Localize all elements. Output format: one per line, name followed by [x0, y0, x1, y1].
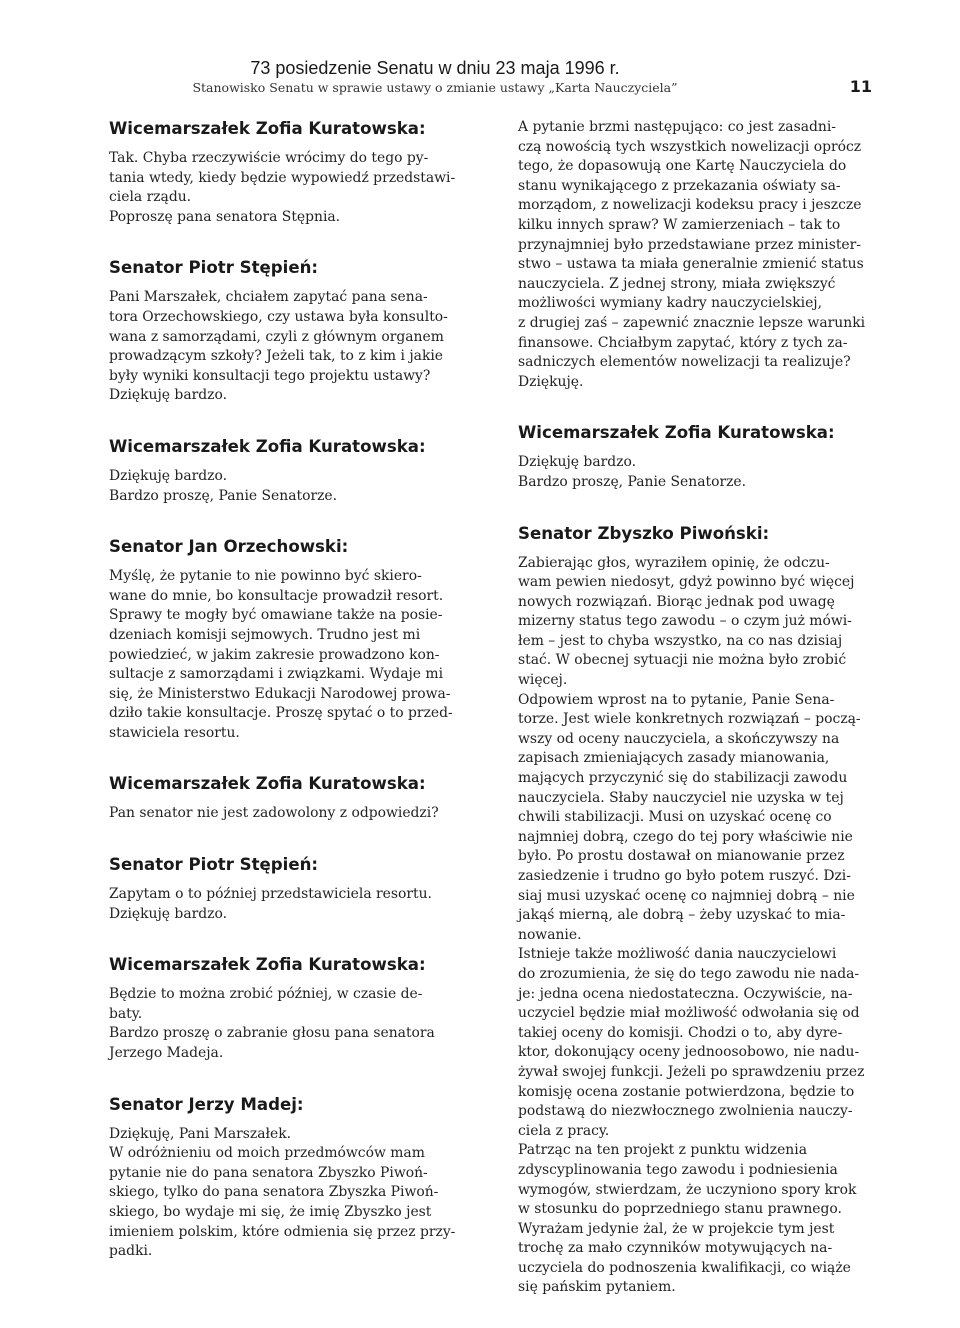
speaker-name: Senator Piotr Stępień:	[109, 258, 319, 278]
speaker-name: Wicemarszałek Zofia Kuratowska:	[109, 955, 426, 975]
speech-block	[109, 773, 461, 824]
page-title: 73 posiedzenie Senatu w dniu 23 maja 1996 r.	[250, 58, 620, 78]
speaker-name: Senator Piotr Stępień:	[109, 855, 319, 875]
speech-block	[518, 523, 870, 1299]
speech-block	[109, 118, 461, 227]
speaker-name: Wicemarszałek Zofia Kuratowska:	[518, 423, 835, 443]
speech-paragraph: Poproszę pana senatora Stępnia.	[109, 208, 341, 225]
speech-block	[109, 854, 461, 924]
speech-block	[518, 422, 870, 492]
speech-paragraph: Zapytam o to później przedstawiciela resortu. Dziękuję bardzo.	[109, 886, 432, 922]
speech-paragraph: Dziękuję, Pani Marszałek.	[109, 1125, 292, 1142]
speech-paragraph: Patrząc na ten projekt z punktu widzenia zdyscyplinowania tego zawodu i podniesienia wymogów, stwierdzam, że uczyniono spory krok w stosunku do poprzedniego stanu prawnego. Wyrażam jedynie żal, że w projekcie tym jest trochę za mało czynników motywujących na- uczyciela do podnoszenia kwalifikacji, co wiąże się pańskim pytaniem.	[518, 1142, 857, 1296]
speaker-name: Senator Zbyszko Piwoński:	[518, 523, 770, 543]
page-header	[0, 58, 960, 98]
speech-paragraph: Zabierając głos, wyraziłem opinię, że odczu- wam pewien niedosyt, gdyż powinno być więcej nowych rozwiązań. Biorąc jednak pod uwagę mizerny status tego zawodu – o czym już mówi- łem – jest to chyba wszystko, na co nas dzisiaj stać. W obecnej sytuacji nie można było zrobić więcej.	[518, 554, 855, 689]
speaker-name: Senator Jan Orzechowski:	[109, 537, 349, 557]
left-column	[109, 118, 461, 1292]
speaker-name: Wicemarszałek Zofia Kuratowska:	[109, 119, 426, 138]
speech-block	[109, 1094, 461, 1262]
speech-paragraph: Bardzo proszę o zabranie głosu pana senatora Jerzego Madeja.	[109, 1025, 435, 1062]
speech-paragraph: Istnieje także możliwość dania nauczycielowi do zrozumienia, że się do tego zawodu nie nada- je: jedna ocena niedostateczna. Oczywiście, na- uczyciel będzie miał możliwość odwołania się od takiej oceny do komisji. Chodzi o to, aby dyre- ktor, dokonujący oceny jednoosobowo, nie nadu- żywał swojej funkcji. Jeżeli po sprawdzeniu przez komisję ocena zostanie potwierdzona, będzie to podstawą do niezwłocznego zwolnienia nauczy- ciela z pracy.	[518, 946, 865, 1139]
page-number: 11	[849, 77, 872, 96]
right-column	[518, 118, 870, 1328]
speaker-name: Wicemarszałek Zofia Kuratowska:	[109, 774, 426, 794]
page-subtitle: Stanowisko Senatu w sprawie ustawy o zmianie ustawy „Karta Nauczyciela”	[192, 80, 678, 95]
speech-paragraph: Bardzo proszę, Panie Senatorze.	[109, 487, 338, 504]
speech-paragraph: Dziękuję bardzo.	[109, 467, 227, 484]
speech-paragraph: W odróżnieniu od moich przedmówców mam pytanie nie do pana senatora Zbyszko Piwoń- skiego, tylko do pana senatora Zbyszka Piwoń- skiego, bo wydaje mi się, że imię Zbyszko jest imieniem polskim, które odmienia się przez przy- padki.	[109, 1145, 456, 1260]
speech-paragraph: Tak. Chyba rzeczywiście wrócimy do tego py- tania wtedy, kiedy będzie wypowiedź przedstawi- ciela rządu.	[109, 150, 456, 206]
speech-paragraph: Będzie to można zrobić później, w czasie de- baty.	[109, 986, 423, 1022]
speech-paragraph: Bardzo proszę, Panie Senatorze.	[518, 473, 747, 490]
speaker-name: Senator Jerzy Madej:	[109, 1094, 304, 1114]
speech-paragraph: Pani Marszałek, chciałem zapytać pana sena- tora Orzechowskiego, czy ustawa była konsulto- wana z samorządami, czyli z głównym organem prowadzącym szkoły? Jeżeli tak, to z kim i jakie były wyniki konsultacji tego projektu ustawy? Dziękuję bardzo.	[109, 289, 448, 404]
speaker-name: Wicemarszałek Zofia Kuratowska:	[109, 436, 426, 456]
speech-paragraph: Pan senator nie jest zadowolony z odpowiedzi?	[109, 805, 439, 822]
speech-block	[109, 257, 461, 406]
speech-block	[109, 536, 461, 743]
speech-paragraph: Odpowiem wprost na to pytanie, Panie Sena- torze. Jest wiele konkretnych rozwiązań – począ- wszy od oceny nauczyciela, a skończywszy na zapisach zmieniających zasady mianowania, mających przyczynić się do stabilizacji zawodu nauczyciela. Słaby nauczyciel nie uzyska w tej chwili stabilizacji. Musi on uzyskać ocenę co najmniej dobrą, czego do tej pory właściwie nie było. Po prostu dostawał on mianowanie przez zasiedzenie i trudno go było potem ruszyć. Dzi- siaj musi uzyskać ocenę co najmniej dobrą – nie jakąś mierną, ale dobrą – żeby uzyskać to mia- nowanie.	[518, 691, 861, 943]
speech-block	[109, 954, 461, 1063]
speech-paragraph: Myślę, że pytanie to nie powinno być skiero- wane do mnie, bo konsultacje prowadził resort. Sprawy te mogły być omawiane także na posie- dzeniach komisji sejmowych. Trudno jest mi powiedzieć, w jakim zakresie prowadzono kon- sultacje z samorządami i związkami. Wydaje mi się, że Ministerstwo Edukacji Narodowej prowa- dziło takie konsultacje. Proszę spytać o to przed- stawiciela resortu.	[109, 568, 453, 741]
speech-paragraph: A pytanie brzmi następująco: co jest zasadni- czą nowością tych wszystkich nowelizacji oprócz tego, że dopasowują one Kartę Nauczyciela do stanu wynikającego z przekazania oświaty sa- morządom, z nowelizacji kodeksu pracy i jeszcze kilku innych spraw? W zamierzeniach – tak to przynajmniej było przedstawiane przez minister- stwo – ustawa ta miała generalnie zmienić status nauczyciela. Z jednej strony, miała zwiększyć możliwości wymiany kadry nauczycielskiej, z drugiej zaś – zapewnić znacznie lepsze warunki finansowe. Chciałbym zapytać, który z tych za- sadniczych elementów nowelizacji ta realizuje? Dziękuję.	[518, 119, 866, 390]
speech-block	[109, 436, 461, 506]
speech-paragraph: Dziękuję bardzo.	[518, 454, 636, 471]
speech-block	[518, 118, 870, 392]
